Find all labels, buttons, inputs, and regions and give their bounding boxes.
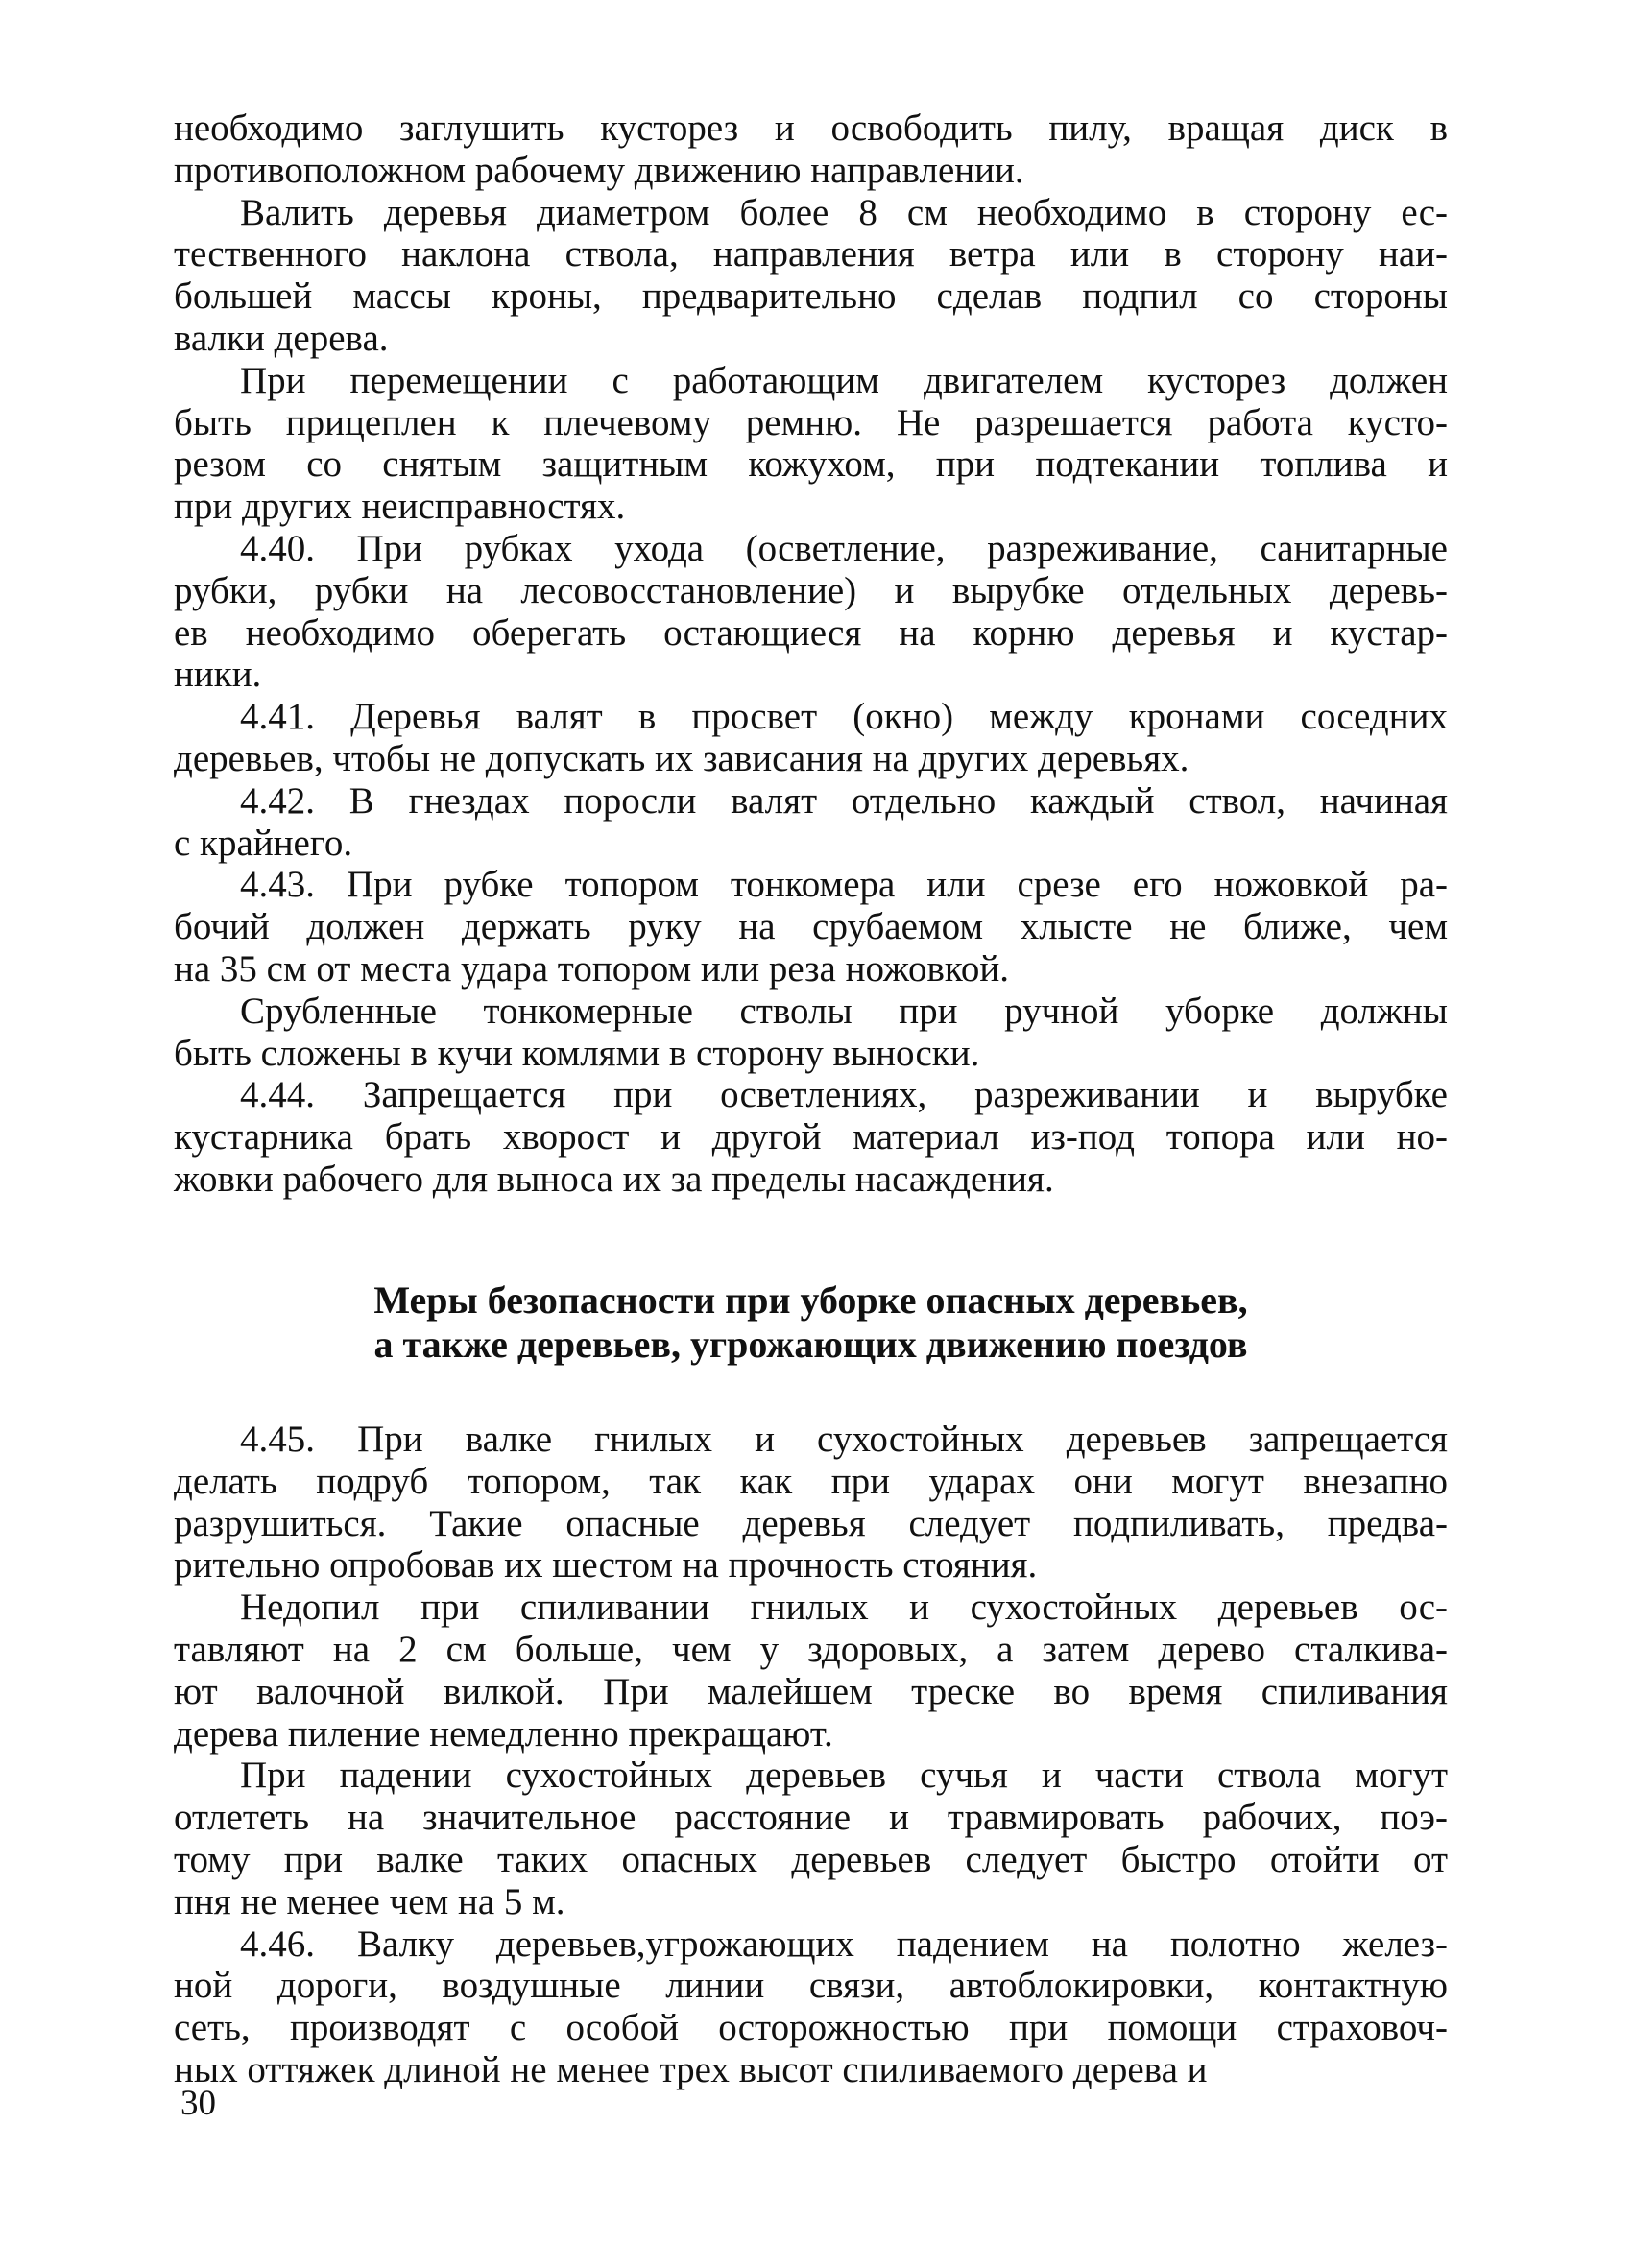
text-line: противоположном рабочему движению направлении. <box>174 149 1024 191</box>
text-line: деревьев, чтобы не допускать их зависания на других деревьях. <box>174 737 1189 779</box>
paragraph <box>174 1587 1448 1755</box>
text-line: с крайнего. <box>174 822 353 864</box>
text-line: 4.41. Деревья валят в просвет (окно) между кронами соседних <box>240 696 1448 738</box>
text-line: 4.40. При рубках ухода (осветление, разреживание, санитарные <box>240 527 1448 569</box>
text-line: дерева пиление немедленно прекращают. <box>174 1712 833 1755</box>
paragraph <box>174 1923 1448 2091</box>
paragraph <box>174 192 1448 360</box>
text-line: 4.45. При валке гнилых и сухостойных деревьев запрещается <box>240 1419 1448 1460</box>
text-line: при других неисправностях. <box>174 486 626 528</box>
text-line: тому при валке таких опасных деревьев следует быстро отойти от <box>174 1838 1448 1880</box>
text-line: Валить деревья диаметром более 8 см необходимо в сторону ес- <box>240 191 1448 233</box>
paragraph <box>174 696 1448 780</box>
paragraph <box>174 528 1448 696</box>
text-line: рубки, рубки на лесовосстановление) и вырубке отдельных деревь- <box>174 569 1448 611</box>
text-line: ных оттяжек длиной не менее трех высот спиливаемого дерева и <box>174 2048 1208 2090</box>
text-line: ев необходимо оберегать остающиеся на корню деревья и кустар- <box>174 611 1448 654</box>
text-line: кустарника брать хворост и другой материал из-под топора или но- <box>174 1116 1448 1158</box>
body-text-part1 <box>174 107 1448 1201</box>
paragraph <box>174 360 1448 528</box>
section-heading-line-1: Меры безопасности при уборке опасных деревьев, <box>373 1278 1248 1322</box>
text-line: 4.46. Валку деревьев,угрожающих падением на полотно желез- <box>240 1922 1448 1965</box>
text-line: разрушиться. Такие опасные деревья следует подпиливать, предва- <box>174 1502 1448 1544</box>
text-line: делать подруб топором, так как при ударах они могут внезапно <box>174 1460 1448 1502</box>
text-line: При перемещении с работающим двигателем кусторез должен <box>240 359 1448 401</box>
text-line: Срубленные тонкомерные стволы при ручной уборке должны <box>240 990 1448 1032</box>
text-line: на 35 см от места удара топором или реза ножовкой. <box>174 947 1009 990</box>
text-line: быть прицеплен к плечевому ремню. Не разрешается работа кусто- <box>174 401 1448 443</box>
section-heading <box>174 1278 1448 1367</box>
text-line: ной дороги, воздушные линии связи, автоблокировки, контактную <box>174 1965 1448 2007</box>
text-line: сеть, производят с особой осторожностью при помощи страховоч- <box>174 2007 1448 2049</box>
text-line: рительно опробовав их шестом на прочность стояния. <box>174 1544 1038 1587</box>
section-heading-line-2: а также деревьев, угрожающих движению поездов <box>373 1323 1248 1366</box>
paragraph <box>174 1419 1448 1587</box>
text-line: быть сложены в кучи комлями в сторону выноски. <box>174 1032 980 1074</box>
text-line: 4.44. Запрещается при осветлениях, разреживании и вырубке <box>240 1074 1448 1116</box>
paragraph <box>174 1074 1448 1200</box>
text-line: 4.42. В гнездах поросли валят отдельно каждый ствол, начиная <box>240 779 1448 822</box>
text-line: При падении сухостойных деревьев сучья и части ствола могут <box>240 1755 1448 1797</box>
paragraph <box>174 991 1448 1075</box>
paragraph <box>174 107 1448 192</box>
text-line: необходимо заглушить кусторез и освободить пилу, вращая диск в <box>174 107 1448 149</box>
text-line: ники. <box>174 654 262 696</box>
text-line: отлететь на значительное расстояние и травмировать рабочих, поэ- <box>174 1797 1448 1839</box>
body-text-part2 <box>174 1419 1448 2091</box>
text-line: тавляют на 2 см больше, чем у здоровых, а затем дерево сталкива- <box>174 1628 1448 1670</box>
text-line: большей массы кроны, предварительно сделав подпил со стороны <box>174 275 1448 318</box>
text-line: ют валочной вилкой. При малейшем треске во время спиливания <box>174 1670 1448 1712</box>
text-line: резом со снятым защитным кожухом, при подтекании топлива и <box>174 443 1448 486</box>
text-line: пня не менее чем на 5 м. <box>174 1880 565 1922</box>
text-line: Недопил при спиливании гнилых и сухостойных деревьев ос- <box>240 1587 1448 1629</box>
paragraph <box>174 780 1448 865</box>
paragraph <box>174 1755 1448 1922</box>
page-number: 30 <box>180 2084 216 2123</box>
paragraph <box>174 864 1448 990</box>
text-line: жовки рабочего для выноса их за пределы насаждения. <box>174 1158 1054 1200</box>
text-line: бочий должен держать руку на срубаемом хлысте не ближе, чем <box>174 906 1448 948</box>
text-line: 4.43. При рубке топором тонкомера или срезе его ножовкой ра- <box>240 864 1448 906</box>
text-line: валки дерева. <box>174 317 389 359</box>
text-line: тественного наклона ствола, направления ветра или в сторону наи- <box>174 233 1448 275</box>
